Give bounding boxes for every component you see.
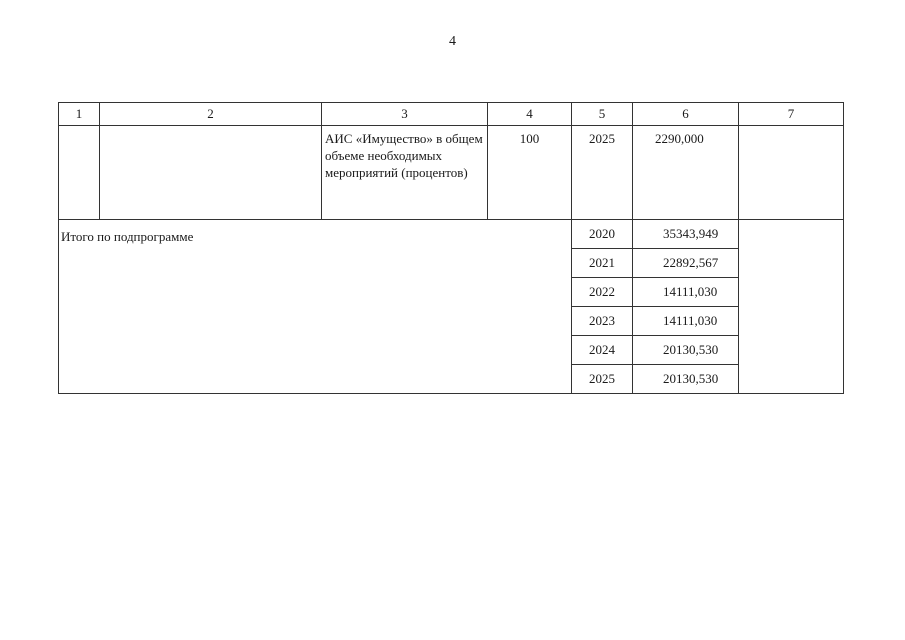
header-cell-2: 2 xyxy=(100,103,322,126)
total-value: 20130,530 xyxy=(633,336,739,365)
header-cell-7: 7 xyxy=(739,103,844,126)
total-row xyxy=(59,220,844,249)
header-cell-3: 3 xyxy=(322,103,488,126)
total-value: 14111,030 xyxy=(633,278,739,307)
total-year: 2023 xyxy=(572,307,633,336)
row-cell-2 xyxy=(100,126,322,220)
row-cell-7 xyxy=(739,126,844,220)
total-value: 35343,949 xyxy=(633,220,739,249)
total-year: 2020 xyxy=(572,220,633,249)
row-cell-6: 2290,000 xyxy=(633,126,739,220)
page-number: 4 xyxy=(449,34,456,49)
header-row xyxy=(59,103,844,126)
row-cell-5: 2025 xyxy=(572,126,633,220)
table-row xyxy=(59,126,844,220)
total-year: 2024 xyxy=(572,336,633,365)
data-table xyxy=(58,102,844,394)
total-value: 14111,030 xyxy=(633,307,739,336)
row-cell-4: 100 xyxy=(488,126,572,220)
total-value: 20130,530 xyxy=(633,365,739,394)
total-year: 2025 xyxy=(572,365,633,394)
row-cell-1 xyxy=(59,126,100,220)
total-year: 2022 xyxy=(572,278,633,307)
total-value: 22892,567 xyxy=(633,249,739,278)
header-cell-4: 4 xyxy=(488,103,572,126)
header-cell-5: 5 xyxy=(572,103,633,126)
header-cell-1: 1 xyxy=(59,103,100,126)
header-cell-6: 6 xyxy=(633,103,739,126)
total-col7 xyxy=(739,220,844,394)
total-label: Итого по подпрограмме xyxy=(59,220,572,394)
row-cell-3: АИС «Имущество» в общем объеме необходимых мероприятий (процентов) xyxy=(322,126,488,220)
total-year: 2021 xyxy=(572,249,633,278)
